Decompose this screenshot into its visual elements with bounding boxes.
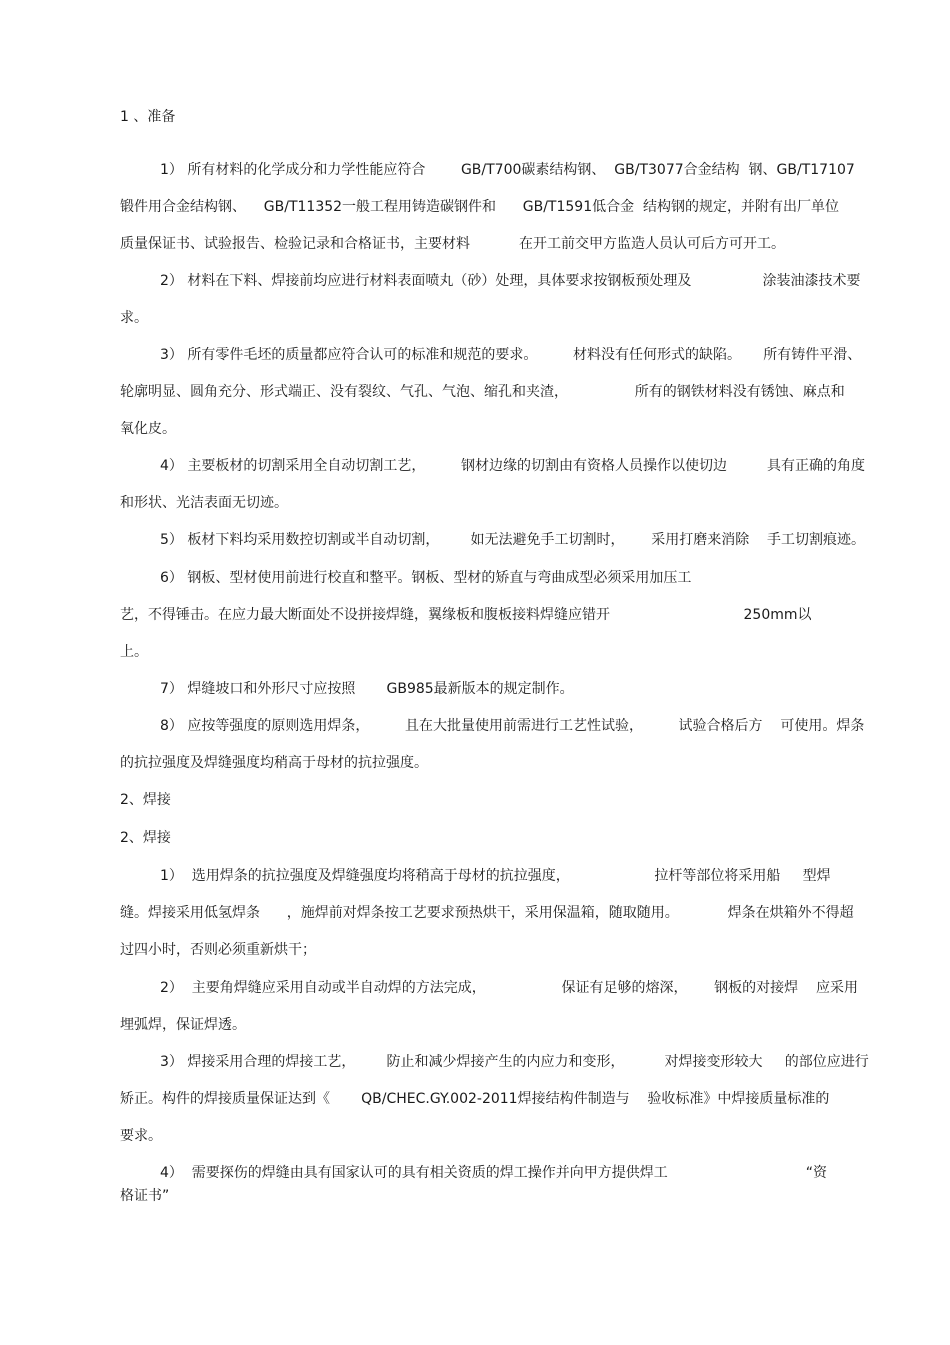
paragraph-line: 求。 [120,310,148,326]
paragraph-line: 4） 主要板材的切割采用全自动切割工艺， 钢材边缘的切割由有资格人员操作以使切边 具有正确的角度 [160,458,866,474]
paragraph-line: 5） 板材下料均采用数控切割或半自动切割， 如无法避免手工切割时， 采用打磨来消除 手工切割痕迹。 [160,532,866,548]
paragraph-line: 锻件用合金结构钢、 GB/T11352一般工程用铸造碳钢件和 GB/T1591低合金 结构钢的规定，并附有出厂单位 [120,199,840,215]
paragraph-line: 4） 需要探伤的焊缝由具有国家认可的具有相关资质的焊工操作并向甲方提供焊工 “资 [160,1165,828,1181]
section-heading-welding: 2、焊接 [120,830,171,846]
paragraph-line: 艺，不得锤击。在应力最大断面处不设拼接焊缝，翼缘板和腹板接料焊缝应错开 250mm以 [120,607,812,623]
paragraph-line: 缝。焊接采用低氢焊条 ，施焊前对焊条按工艺要求预热烘干，采用保温箱，随取随用。 焊条在烘箱外不得超 [120,905,854,921]
paragraph-line: 过四小时，否则必须重新烘干； [120,942,316,958]
paragraph-line: 3） 焊接采用合理的焊接工艺， 防止和减少焊接产生的内应力和变形， 对焊接变形较大 的部位应进行 [160,1054,869,1070]
paragraph-line: 1） 选用焊条的抗拉强度及焊缝强度均将稍高于母材的抗拉强度， 拉杆等部位将采用船 型焊 [160,868,831,884]
paragraph-line: 质量保证书、试验报告、检验记录和合格证书，主要材料 在开工前交甲方监造人员认可后方可开工。 [120,236,785,252]
paragraph-line: 7） 焊缝坡口和外形尺寸应按照 GB985最新版本的规定制作。 [160,681,574,697]
paragraph-line: 8） 应按等强度的原则选用焊条， 且在大批量使用前需进行工艺性试验， 试验合格后方 可使用。焊条 [160,718,865,734]
paragraph-line: 矫正。构件的焊接质量保证达到《 QB/CHEC.GY.002-2011焊接结构件制造与 验收标准》中焊接质量标准的 [120,1091,830,1107]
paragraph-line: 格证书” [120,1188,170,1204]
section-heading-preparation: 1 、准备 [120,109,176,125]
paragraph-line: 1） 所有材料的化学成分和力学性能应符合 GB/T700碳素结构钢、 GB/T3077合金结构 钢、GB/T17107 [160,162,855,178]
paragraph-line: 的抗拉强度及焊缝强度均稍高于母材的抗拉强度。 [120,755,428,771]
paragraph-line: 氧化皮。 [120,421,176,437]
paragraph-line: 2） 主要角焊缝应采用自动或半自动焊的方法完成， 保证有足够的熔深， 钢板的对接焊 应采用 [160,980,858,996]
paragraph-line: 埋弧焊，保证焊透。 [120,1017,246,1033]
section-heading-welding: 2、焊接 [120,792,171,808]
paragraph-line: 2） 材料在下料、焊接前均应进行材料表面喷丸（砂）处理，具体要求按钢板预处理及 涂装油漆技术要 [160,273,861,289]
paragraph-line: 和形状、光洁表面无切迹。 [120,495,288,511]
paragraph-line: 要求。 [120,1128,162,1144]
paragraph-line: 上。 [120,644,148,660]
paragraph-line: 3） 所有零件毛坯的质量都应符合认可的标准和规范的要求。 材料没有任何形式的缺陷。 所有铸件平滑、 [160,347,862,363]
paragraph-line: 6） 钢板、型材使用前进行校直和整平。钢板、型材的矫直与弯曲成型必须采用加压工 [160,570,692,586]
paragraph-line: 轮廓明显、圆角充分、形式端正、没有裂纹、气孔、气泡、缩孔和夹渣， 所有的钢铁材料没有锈蚀、麻点和 [120,384,845,400]
